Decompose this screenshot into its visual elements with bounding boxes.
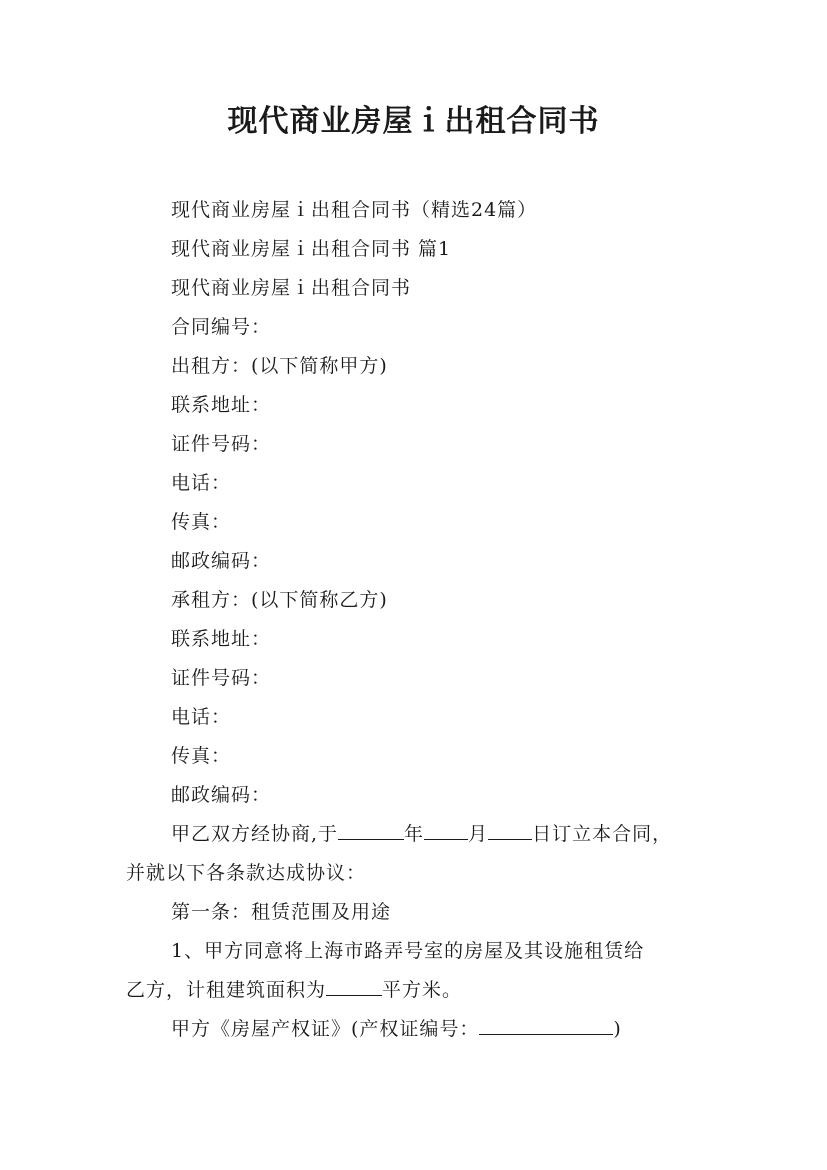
lessor-id-field: 证件号码： [171,433,272,455]
lessee-address-field: 联系地址： [171,628,272,650]
certificate-text: 甲方《房屋产权证》(产权证编号： [171,1018,480,1040]
article-1-heading: 第一条：租赁范围及用途 [171,901,392,923]
day-label: 日订立本合同， [532,823,673,845]
area-line [126,971,706,1010]
lessor-postcode-field: 邮政编码： [171,550,272,572]
lessee-phone-field: 电话： [171,706,232,728]
day-blank [488,817,532,840]
year-blank [338,817,404,840]
contract-name: 现代商业房屋ｉ出租合同书 [171,277,412,299]
certificate-number-blank [479,1012,613,1035]
certificate-close-paren: ) [613,1018,622,1040]
year-label: 年 [404,823,425,845]
lessee-heading: 承租方：(以下简称乙方) [171,589,388,611]
document-body [126,191,706,1049]
property-certificate-line [126,1010,706,1049]
agreement-date-text: 甲乙双方经协商,于 [171,823,339,845]
month-blank [424,817,468,840]
area-blank [326,973,382,996]
area-unit: 平方米。 [382,979,463,1001]
lessee-id-field: 证件号码： [171,667,272,689]
section-heading: 现代商业房屋ｉ出租合同书 篇1 [171,238,452,260]
lessee-fax-field: 传真： [171,745,232,767]
subtitle-line: 现代商业房屋ｉ出租合同书（精选24篇） [171,199,538,221]
article-1-clause-1: 1、甲方同意将上海市路弄号室的房屋及其设施租赁给 [171,940,645,962]
lessee-postcode-field: 邮政编码： [171,784,272,806]
document-title: 现代商业房屋ｉ出租合同书 [227,104,600,139]
month-label: 月 [468,823,489,845]
lessor-address-field: 联系地址： [171,394,272,416]
lessor-phone-field: 电话： [171,472,232,494]
lessor-fax-field: 传真： [171,511,232,533]
lessor-heading: 出租方：(以下简称甲方) [171,355,388,377]
agreement-date-line [126,815,706,854]
area-text: 乙方，计租建筑面积为 [126,979,327,1001]
contract-number-field: 合同编号： [171,316,272,338]
agreement-continuation: 并就以下各条款达成协议： [126,862,367,884]
